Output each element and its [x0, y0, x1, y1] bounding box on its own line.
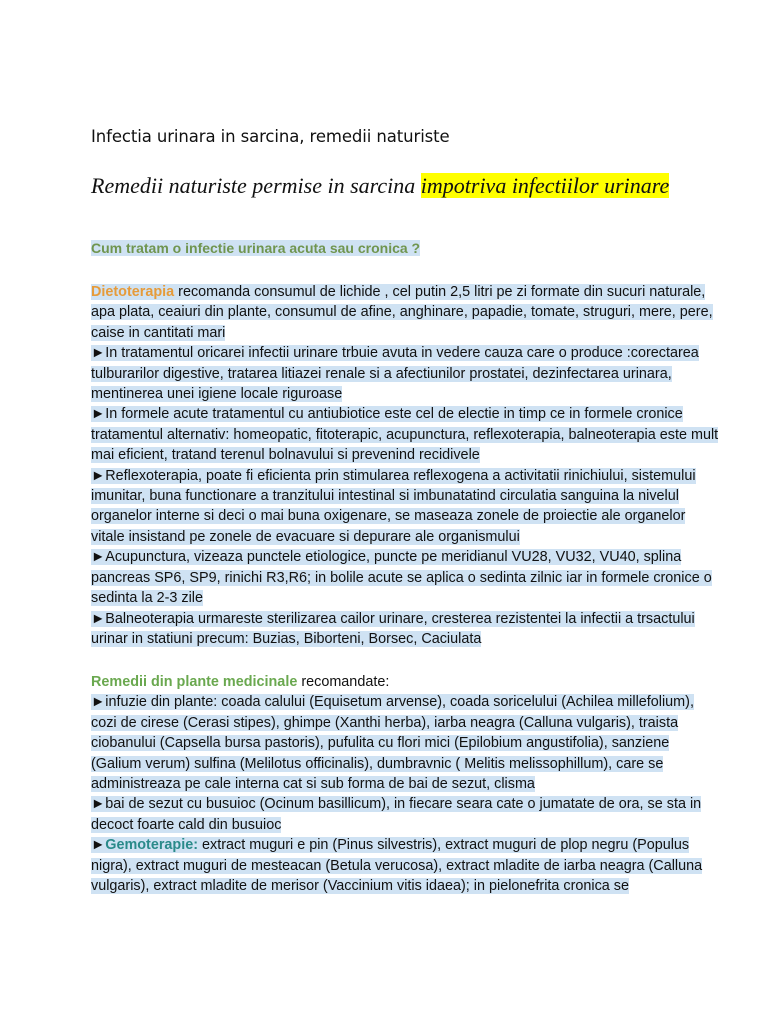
list-item: ►bai de sezut cu busuioc (Ocinum basillicum), in fiecare seara cate o jumatate de ora, se sta in decoct foarte cald din busuioc [91, 796, 702, 833]
paragraph [91, 672, 721, 692]
question-heading [91, 240, 420, 256]
question-text: Cum tratam o infectie urinara acuta sau cronica ? [91, 240, 421, 256]
list-item: ►Acupunctura, vizeaza punctele etiologice, puncte pe meridianul VU28, VU32, VU40, splina pancreas SP6, SP9, rinichi R3,R6; in bolile acute se aplica o sedinta zilnic iar in formele cronice o sedinta la 2-3 zile [91, 549, 712, 607]
list-item: ►Balneoterapia urmareste sterilizarea cailor urinare, cresterea rezistentei la infectii a trsactului urinar in statiuni precum: Buzias, Biborteni, Borsec, Caciulata [91, 610, 695, 647]
term-remedii-plante: Remedii din plante medicinale [91, 674, 298, 690]
page-title: Infectia urinara in sarcina, remedii naturiste [91, 127, 450, 146]
list-item: ►In tratamentul oricarei infectii urinare trbuie avuta in vedere cauza care o produce :corectarea tulburarilor digestive, tratarea litiazei renale si a afectiunilor prostatei, dezinfectarea urinara, mentinerea unei igiene locale riguroase [91, 345, 699, 403]
paragraph [91, 282, 721, 343]
section-plante [91, 672, 721, 896]
term-dietoterapia: Dietoterapia [91, 284, 175, 300]
list-item: ►Gemoterapie: extract muguri e pin (Pinus silvestris), extract muguri de plop negru (Populus nigra), extract muguri de mesteacan (Betula verucosa), extract mladite de iarba neagra (Calluna vulgaris), extract mladite de merisor (Vaccinium vitis idaea); in pielonefrita cronica se [91, 837, 703, 895]
section-dietoterapia [91, 282, 721, 649]
subtitle-highlight: impotriva infectiilor urinare [420, 173, 670, 198]
paragraph-text: recomanda consumul de lichide , cel putin 2,5 litri pe zi formate din sucuri naturale, apa plata, ceaiuri din plante, consumul de afine, anghinare, papadie, tomate, struguri, mere, pere, caise in cantitati mari [91, 284, 713, 341]
subtitle [91, 172, 731, 199]
subtitle-plain: Remedii naturiste permise in sarcina [91, 173, 421, 198]
paragraph-text: recomandate: [297, 674, 390, 690]
list-item: ►Reflexoterapia, poate fi eficienta prin stimularea reflexogena a activitatii rinichiului, sistemului imunitar, buna functionare a tranzitului intestinal si imbunatatind circulatia sanguina la nivelul organelor interne si deci o mai buna oxigenare, se maseaza zonele de proiectie ale organelor vitale insistand pe zonele de evacuare si depurare ale organismului [91, 467, 696, 545]
term-gemoterapie: Gemoterapie: [105, 837, 199, 854]
list-item: ►infuzie din plante: coada calului (Equisetum arvense), coada soricelului (Achilea millefolium), cozi de cirese (Cerasi stipes), ghimpe (Xanthi herba), iarba neagra (Calluna vulgaris), traista ciobanului (Capsella bursa pastoris), pufulita cu flori mici (Epilobium angustifolia), sanziene (Galium verum) sulfina (Melilotus officinalis), dumbravnic ( Melitis melissophillum), care se administreaza pe cale interna cat si sub forma de bai de sezut, clisma [91, 694, 694, 793]
list-item: ►In formele acute tratamentul cu antiubiotice este cel de electie in timp ce in formele cronice tratamentul alternativ: homeopatic, fitoterapic, acupunctura, reflexoterapia, balneoterapia este mult mai eficient, tratand terenul bolnavului si prevenind recidivele [91, 406, 719, 464]
